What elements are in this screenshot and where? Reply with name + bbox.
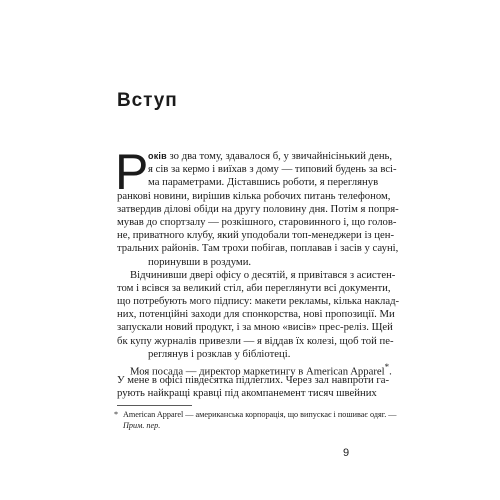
body-line: запускали новий продукт, і за мною «висів» прес-реліз. Щей (117, 321, 393, 334)
body-line: том і всівся за великий стіл, аби переглянути всі документи, (117, 281, 391, 294)
body-line: мував до спортзалу — розкішного, старовинного і, що голов- (117, 215, 397, 228)
footnote-marker: * (114, 410, 119, 419)
page-number: 9 (343, 447, 350, 459)
body-line: Відчинивши двері офісу о десятій, я привітався з асистен- (130, 268, 396, 281)
chapter-title: Вступ (117, 90, 178, 111)
body-line (117, 150, 393, 163)
footnote-divider (117, 405, 192, 406)
body-line: не, приватного клубу, який уподобали топ-менеджери із цен- (117, 229, 395, 242)
footnote-line-text: American Apparel — американська корпорація, що випускає і пошиває одяг. — (123, 410, 397, 419)
body-line: реглянув і розклав у бібліотеці. (148, 347, 291, 360)
footnote-line-text: Прим. пер. (123, 421, 161, 430)
drop-cap-letter: Р (115, 144, 149, 200)
body-line: тральних районів. Там трохи побігав, поплавав і засів у сауні, (117, 242, 399, 255)
lead-word: оків (148, 151, 167, 161)
body-line: Моя посада — директор маркетингу в American Apparel*. (130, 362, 392, 378)
body-line-text: зо два тому, здавалося б, у звичайнісінький день, (166, 150, 393, 162)
body-line: що потребують мого підпису: макети рекламы, кілька наклад- (117, 295, 400, 308)
body-line-text: Моя посада — директор маркетингу в American Apparel (130, 365, 385, 378)
footnote-reference: * (384, 362, 390, 372)
body-line: затвердив ділові обіди на другу половину дня. Потім я попря- (117, 202, 399, 215)
body-line: ма параметрами. Діставшись роботи, я переглянув (148, 176, 379, 189)
body-text (117, 150, 400, 401)
body-line: бк купу журналів привезли — я віддав їх колезі, щоб той пе- (117, 334, 394, 347)
body-line: поринувши в роздуми. (148, 255, 252, 268)
body-line: них, потенційні заходи для спонкорства, нові пропозиції. Ми (117, 308, 395, 321)
body-line: У мене в офісі півдесятка підлеглих. Через зал навпроти га- (117, 374, 390, 387)
footnote (114, 409, 397, 431)
body-line: рують найкращі кравці під акомпанемент тисяч швейних (117, 387, 377, 400)
body-line: я сів за кермо і виїхав з дому — типовий будень за всі- (148, 163, 397, 176)
footnote-line (117, 420, 362, 431)
footnote-line (114, 409, 397, 420)
body-line: ранкові новини, вирішив кілька робочих питань телефоном, (117, 189, 391, 202)
